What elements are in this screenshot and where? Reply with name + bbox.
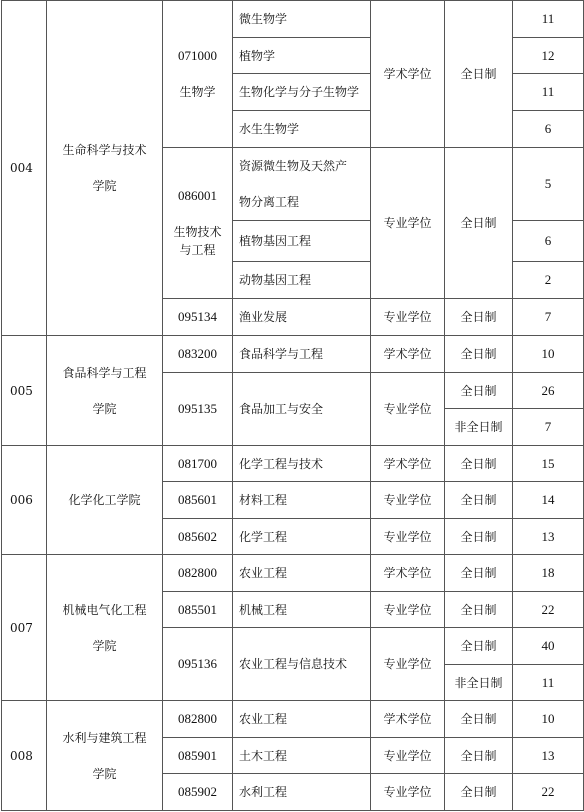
dept-name-line: 食品科学与工程 [62, 365, 147, 380]
direction-cell: 化学工程与技术 [233, 446, 371, 482]
dept-name [47, 555, 163, 701]
table-row [2, 701, 584, 738]
dept-name-line: 学院 [92, 179, 117, 193]
study-mode: 全日制 [445, 148, 513, 299]
study-mode: 全日制 [445, 336, 513, 373]
program-code: 082800 [163, 555, 233, 592]
enrollment-count: 12 [513, 38, 584, 74]
enrollment-count: 26 [513, 373, 584, 409]
study-mode: 全日制 [445, 1, 513, 148]
direction-cell: 材料工程 [233, 482, 371, 519]
program-cell [163, 148, 233, 299]
program-code: 085901 [163, 738, 233, 774]
program-cell [163, 1, 233, 148]
program-code: 083200 [163, 336, 233, 373]
program-code: 085601 [163, 482, 233, 519]
enrollment-count: 22 [513, 592, 584, 628]
study-mode: 全日制 [445, 373, 513, 409]
program-code: 082800 [163, 701, 233, 738]
enrollment-count: 13 [513, 519, 584, 555]
program-name: 生物学 [179, 85, 216, 99]
direction-cell: 生物化学与分子生物学 [233, 74, 371, 111]
direction-line: 物分离工程 [239, 195, 300, 209]
program-name-line: 生物技术 [173, 225, 222, 239]
direction-cell: 机械工程 [233, 592, 371, 628]
dept-code: 006 [2, 446, 47, 555]
degree-type: 学术学位 [371, 555, 445, 592]
direction-cell: 农业工程与信息技术 [233, 628, 371, 701]
dept-name-line: 生命科学与技术 [62, 143, 147, 157]
direction-cell [233, 148, 371, 221]
dept-name [47, 1, 163, 336]
study-mode: 全日制 [445, 555, 513, 592]
dept-name-line: 机械电气化工程 [62, 602, 147, 617]
dept-name-line: 学院 [92, 766, 117, 781]
dept-code: 008 [2, 701, 47, 811]
dept-name-line: 水利与建筑工程 [62, 730, 147, 745]
direction-cell: 渔业发展 [233, 299, 371, 336]
enrollment-count: 7 [513, 409, 584, 446]
direction-cell: 植物基因工程 [233, 221, 371, 262]
program-code: 095136 [163, 628, 233, 701]
enrollment-count: 11 [513, 1, 584, 38]
table-row [2, 1, 584, 38]
direction-cell: 土木工程 [233, 738, 371, 774]
direction-cell: 微生物学 [233, 1, 371, 38]
study-mode: 全日制 [445, 446, 513, 482]
study-mode: 非全日制 [445, 409, 513, 446]
dept-name [47, 336, 163, 446]
program-code: 095134 [163, 299, 233, 336]
study-mode: 全日制 [445, 299, 513, 336]
enrollment-count: 18 [513, 555, 584, 592]
dept-code: 007 [2, 555, 47, 701]
table-row [2, 555, 584, 592]
direction-cell: 植物学 [233, 38, 371, 74]
degree-type: 专业学位 [371, 738, 445, 774]
table-row [2, 336, 584, 373]
degree-type: 专业学位 [371, 148, 445, 299]
enrollment-count: 5 [513, 148, 584, 221]
direction-cell: 食品科学与工程 [233, 336, 371, 373]
study-mode: 全日制 [445, 628, 513, 665]
degree-type: 专业学位 [371, 299, 445, 336]
enrollment-count: 15 [513, 446, 584, 482]
program-code: 085501 [163, 592, 233, 628]
degree-type: 学术学位 [371, 701, 445, 738]
degree-type: 专业学位 [371, 482, 445, 519]
program-code: 081700 [163, 446, 233, 482]
enrollment-count: 10 [513, 336, 584, 373]
degree-type: 专业学位 [371, 592, 445, 628]
dept-code: 005 [2, 336, 47, 446]
enrollment-count: 6 [513, 111, 584, 148]
enrollment-count: 14 [513, 482, 584, 519]
degree-type: 学术学位 [371, 336, 445, 373]
program-code: 071000 [178, 48, 217, 63]
study-mode: 全日制 [445, 738, 513, 774]
program-code: 085902 [163, 774, 233, 811]
degree-type: 专业学位 [371, 373, 445, 446]
enrollment-count: 6 [513, 221, 584, 262]
study-mode: 全日制 [445, 592, 513, 628]
direction-cell: 食品加工与安全 [233, 373, 371, 446]
enrollment-table [1, 0, 584, 811]
direction-cell: 农业工程 [233, 701, 371, 738]
dept-name-line: 学院 [92, 638, 117, 653]
degree-type: 学术学位 [371, 1, 445, 148]
enrollment-count: 13 [513, 738, 584, 774]
direction-cell: 农业工程 [233, 555, 371, 592]
enrollment-count: 22 [513, 774, 584, 811]
dept-name [47, 701, 163, 811]
direction-line: 资源微生物及天然产 [239, 159, 348, 173]
program-code: 086001 [178, 188, 217, 203]
enrollment-count: 11 [513, 665, 584, 701]
dept-name-line: 学院 [92, 401, 117, 416]
enrollment-count: 11 [513, 74, 584, 111]
program-code: 095135 [163, 373, 233, 446]
enrollment-count: 2 [513, 262, 584, 299]
direction-cell: 水生生物学 [233, 111, 371, 148]
study-mode: 全日制 [445, 519, 513, 555]
study-mode: 非全日制 [445, 665, 513, 701]
direction-cell: 水利工程 [233, 774, 371, 811]
enrollment-count: 7 [513, 299, 584, 336]
degree-type: 专业学位 [371, 628, 445, 701]
degree-type: 学术学位 [371, 446, 445, 482]
enrollment-count: 40 [513, 628, 584, 665]
degree-type: 专业学位 [371, 774, 445, 811]
study-mode: 全日制 [445, 701, 513, 738]
enrollment-count: 10 [513, 701, 584, 738]
dept-code: 004 [2, 1, 47, 336]
degree-type: 专业学位 [371, 519, 445, 555]
direction-cell: 动物基因工程 [233, 262, 371, 299]
table-row [2, 446, 584, 482]
study-mode: 全日制 [445, 482, 513, 519]
program-name-line: 与工程 [179, 243, 216, 257]
dept-name: 化学化工学院 [47, 446, 163, 555]
study-mode: 全日制 [445, 774, 513, 811]
program-code: 085602 [163, 519, 233, 555]
direction-cell: 化学工程 [233, 519, 371, 555]
